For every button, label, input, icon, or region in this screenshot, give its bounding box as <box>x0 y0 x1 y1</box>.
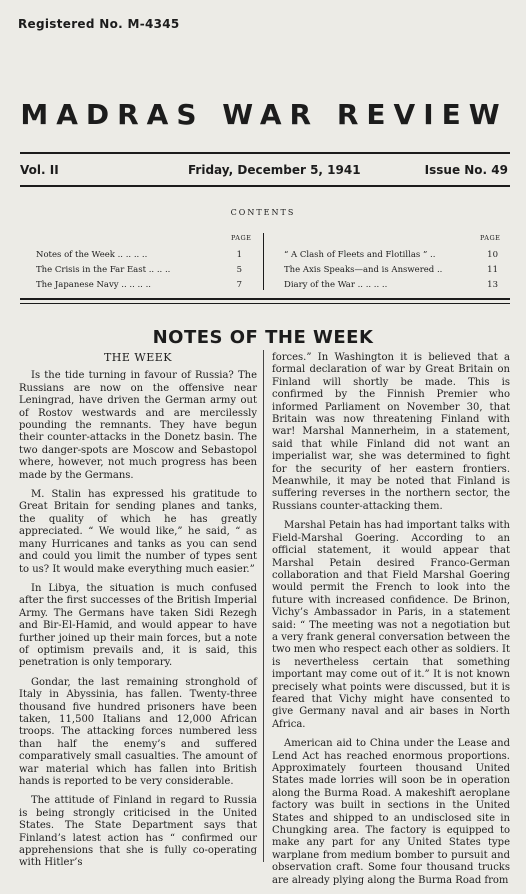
section-title: NOTES OF THE WEEK <box>152 327 374 348</box>
contents-divider <box>263 233 264 290</box>
contents-rule-2 <box>20 303 510 304</box>
article-paragraph: Is the tide turning in favour of Russia? The Russians are now on the offensive near Leningrad, have driven the German army out of Rostov westwards and are mercilessly pounding the remnants. They have begun their counter-attacks in the Donetz basin. The two danger-spots are Moscow and Sebastopol where, however, not much progress has been made by the Germans. <box>19 370 257 481</box>
contents-page-number: 11 <box>487 265 498 275</box>
column-heading: THE WEEK <box>103 351 173 364</box>
article-paragraph: M. Stalin has expressed his gratitude to Great Britain for sending planes and tanks, the quality of which he has greatly appreciated. “ We would like,” he said, “ as many Hurricanes and tanks as you can send and could you limit the number of types sent to us? It would make everything much easier.” <box>19 489 257 575</box>
issue-date: Friday, December 5, 1941 <box>188 163 361 177</box>
contents-entry[interactable]: “ A Clash of Fleets and Flotillas ” .. <box>284 250 436 260</box>
header-rule-top <box>20 152 510 154</box>
contents-entry[interactable]: Diary of the War .. .. .. .. <box>284 280 388 290</box>
contents-page-number: 13 <box>487 280 498 290</box>
right-column <box>272 352 510 894</box>
contents-entry[interactable]: Notes of the Week .. .. .. .. <box>36 250 148 260</box>
column-divider <box>263 350 264 862</box>
article-paragraph: Gondar, the last remaining stronghold of Italy in Abyssinia, has fallen. Twenty-three thousand five hundred prisoners have been taken, 11,500 Italians and 12,000 African troops. The attacking forces numbered less than half the enemy’s and suffered comparatively small casualties. The amount of war material which has fallen into British hands is reported to be very considerable. <box>19 676 257 787</box>
left-column <box>19 352 257 877</box>
article-paragraph: forces.” In Washington it is believed that a formal declaration of war by Great Britain on Finland will shortly be made. This is confirmed by the Finnish Premier who informed Parliament on November 30, that Britain was now threatening Finland with war! Marshal Mannerheim, in a statement, said that while Finland did not want an imperialist war, she was determined to fight for the security of her eastern frontiers. Meanwhile, it may be noted that Finland is suffering reverses in the northern sector, the Russians counter-attacking them. <box>272 352 510 512</box>
article-paragraph: The attitude of Finland in regard to Russia is being strongly criticised in the United States. The State Department says that Finland’s latest action has “ confirmed our apprehensions that she is fully co-operating with Hitler’s <box>19 795 257 869</box>
registration-number: Registered No. M-4345 <box>18 17 180 31</box>
contents-entry[interactable]: The Axis Speaks—and is Answered .. <box>284 265 443 275</box>
issue-info <box>20 163 510 181</box>
contents-rule-1 <box>20 298 510 300</box>
contents-page-number: 7 <box>236 280 242 290</box>
article-paragraph: Marshal Petain has had important talks with Field-Marshal Goering. According to an official statement, it would appear that Marshal Petain desired Franco-German collaboration and that Field Marshal Goering would permit the French to look into the future with increased confidence. De Brinon, Vichy’s Ambassador in Paris, in a statement said: “ The meeting was not a negotiation but a very frank general conversation between the two men who respect each other as soldiers. It is nevertheless certain that something important may come out of it.” It is not known precisely what points were discussed, but it is feared that Vichy might have consented to give Germany naval and air bases in North Africa. <box>272 520 510 730</box>
contents-page-number: 10 <box>487 250 498 260</box>
contents-entry[interactable]: The Japanese Navy .. .. .. .. <box>36 280 151 290</box>
contents-heading: CONTENTS <box>230 208 296 217</box>
masthead-title: MADRAS WAR REVIEW <box>20 98 508 131</box>
contents-page-header-left: PAGE <box>231 234 252 242</box>
contents-page-header-right: PAGE <box>480 234 501 242</box>
issue-number: Issue No. 49 <box>424 163 508 177</box>
contents-page-number: 1 <box>236 250 242 260</box>
contents-page-number: 5 <box>236 265 242 275</box>
header-rule-bottom <box>20 185 510 187</box>
article-paragraph: In Libya, the situation is much confused after the first successes of the British Imperial Army. The Germans have taken Sidi Rezegh and Bir-El-Hamid, and would appear to have further joined up their main forces, but a note of optimism prevails and, it is said, this penetration is only temporary. <box>19 582 257 669</box>
article-paragraph: American aid to China under the Lease and Lend Act has reached enormous proportions. Approximately fourteen thousand United States made lorries will soon be in operation along the Burma Road. A makeshift aeroplane factory was built in sections in the United States and shipped to an undisclosed site in Chungking area. The factory is equipped to make any part for any United States type warplane from medium bomber to pursuit and observation craft. Some four thousand trucks are already plying along the Burma Road from <box>272 738 510 886</box>
volume-label: Vol. II <box>20 163 59 177</box>
contents-entry[interactable]: The Crisis in the Far East .. .. .. <box>36 265 171 275</box>
